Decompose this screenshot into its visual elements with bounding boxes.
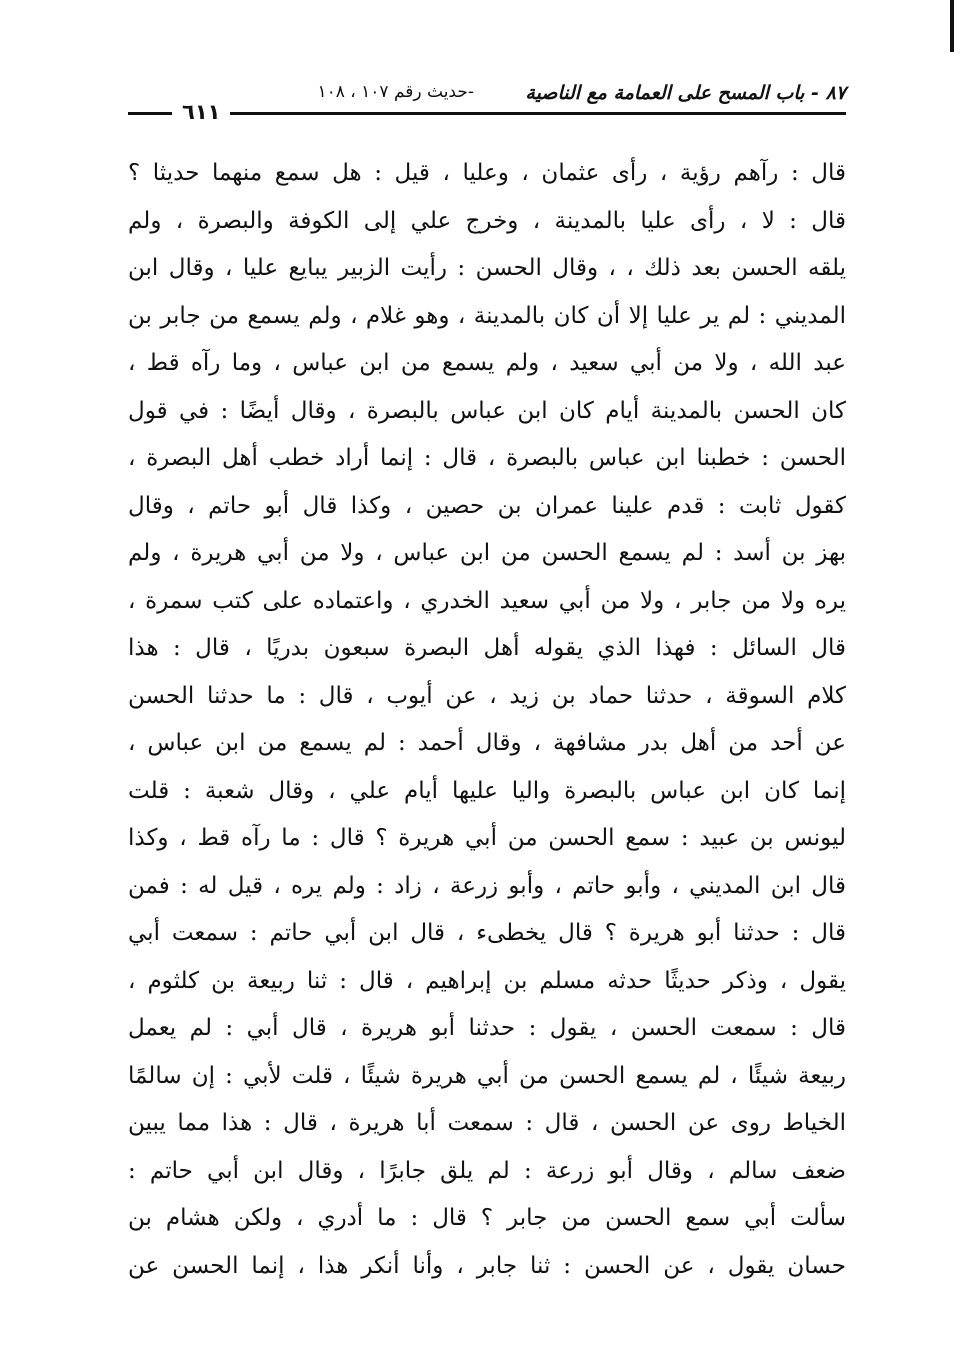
text-line: المديني : لم ير عليا إلا أن كان بالمدينة ، وهو غلام ، ولم يسمع من جابر بن [128, 302, 846, 329]
text-line: يلقه الحسن بعد ذلك ، ، وقال الحسن : رأيت الزبير يبايع عليا ، وقال ابن [128, 255, 846, 281]
text-line: عن أحد من أهل بدر مشافهة ، وقال أحمد : لم يسمع من ابن عباس ، [128, 730, 846, 756]
text-line: عبد الله ، ولا من أبي سعيد ، ولم يسمع من ابن عباس ، وما رآه قط ، [128, 350, 846, 376]
text-line: حسان يقول ، عن الحسن : ثنا جابر ، وأنا أنكر هذا ، إنما الحسن عن [128, 1252, 846, 1279]
text-line: يره ولا من جابر ، ولا من أبي سعيد الخدري ، واعتماده على كتب سمرة ، [128, 587, 846, 614]
text-line: قال : رآهم رؤية ، رأى عثمان ، وعليا ، قيل : هل سمع منهما حديثا ؟ [128, 160, 846, 186]
scan-edge-mark [950, 0, 954, 52]
text-line: قال ابن المديني ، وأبو حاتم ، وأبو زرعة ، زاد : ولم يره ، قيل له : فمن [128, 872, 846, 899]
page-header [128, 78, 846, 128]
text-line: قال : حدثنا أبو هريرة ؟ قال يخطىء ، قال ابن أبي حاتم : سمعت أبي [128, 920, 846, 946]
text-line: قال : لا ، رأى عليا بالمدينة ، وخرج علي إلى الكوفة والبصرة ، ولم [128, 207, 846, 234]
text-line: ليونس بن عبيد : سمع الحسن من أبي هريرة ؟ قال : ما رآه قط ، وكذا [128, 825, 846, 851]
text-line: ربيعة شيئًا ، لم يسمع الحسن من أبي هريرة شيئًا ، قلت لأبي : إن سالمًا [128, 1062, 846, 1089]
body-text [128, 150, 846, 1290]
text-line: كقول ثابت : قدم علينا عمران بن حصين ، وكذا قال أبو حاتم ، وقال [128, 492, 846, 519]
header-rule [128, 112, 846, 115]
text-line: الحسن : خطبنا ابن عباس بالبصرة ، قال : إنما أراد خطب أهل البصرة ، [128, 445, 846, 471]
text-line: إنما كان ابن عباس بالبصرة واليا عليها أيام علي ، وقال شعبة : قلت [128, 777, 846, 804]
text-line: الخياط روى عن الحسن ، قال : سمعت أبا هريرة ، قال : هذا مما يبين [128, 1110, 846, 1136]
text-line: يقول ، وذكر حديثًا حدثه مسلم بن إبراهيم ، قال : ثنا ربيعة بن كلثوم ، [128, 967, 846, 994]
hadith-number: -حديث رقم ١٠٧ ، ١٠٨ [317, 82, 474, 102]
text-line: بهز بن أسد : لم يسمع الحسن من ابن عباس ، ولا من أبي هريرة ، ولم [128, 540, 846, 566]
text-line: قال السائل : فهذا الذي يقوله أهل البصرة سبعون بدريًا ، قال : هذا [128, 635, 846, 661]
text-line: كلام السوقة ، حدثنا حماد بن زيد ، عن أيوب ، قال : ما حدثنا الحسن [128, 682, 846, 709]
text-line: ضعف سالم ، وقال أبو زرعة : لم يلق جابرًا ، وقال ابن أبي حاتم : [128, 1157, 846, 1184]
page-number: ٦١١ [172, 100, 230, 124]
text-line: كان الحسن بالمدينة أيام كان ابن عباس بالبصرة ، وقال أيضًا : في قول [128, 397, 846, 424]
chapter-title: ٨٧ - باب المسح على العمامة مع الناصية [525, 82, 846, 104]
text-line: سألت أبي سمع الحسن من جابر ؟ قال : ما أدري ، ولكن هشام بن [128, 1205, 846, 1231]
text-line: قال : سمعت الحسن ، يقول : حدثنا أبو هريرة ، قال أبي : لم يعمل [128, 1015, 846, 1041]
